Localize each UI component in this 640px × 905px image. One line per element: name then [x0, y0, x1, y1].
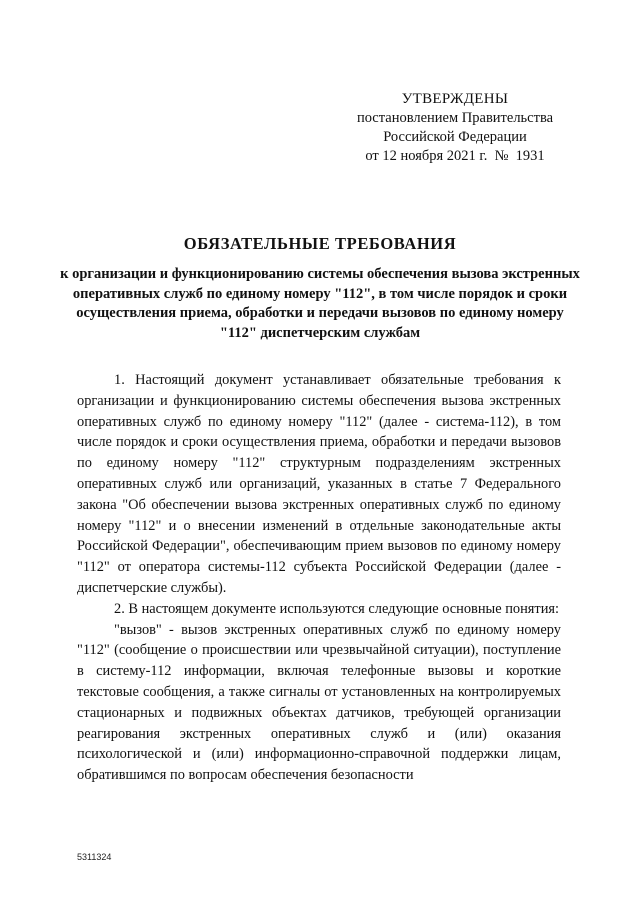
- approval-stamp: [340, 90, 570, 166]
- approval-country: Российской Федерации: [383, 129, 527, 145]
- approval-authority: постановлением Правительства: [356, 110, 554, 126]
- paragraph-2: 2. В настоящем документе используются следующие основные понятия:: [114, 600, 560, 617]
- approval-date-number: от 12 ноября 2021 г. № 1931: [365, 148, 545, 164]
- approval-heading: УТВЕРЖДЕНЫ: [401, 91, 509, 107]
- document-code: 5311324: [77, 852, 112, 862]
- paragraph-1: 1. Настоящий документ устанавливает обязательные требования к организации и функционированию системы обеспечения вызова экстренных оперативных служб по единому номеру "112" (далее - система-112), в том числе порядок и сроки осуществления приема, обработки и передачи вызовов по единому номеру "112" структурным подразделениям экстренных оперативных служб или организаций, указанных в статье 7 Федерального закона "Об обеспечении вызова экстренных оперативных служб по единому номеру "112" и о внесении изменений в отдельные законодательные акты Российской Федерации", обеспечивающим прием вызовов по единому номеру "112" от оператора системы-112 субъекта Российской Федерации (далее - диспетчерские службы).: [77, 372, 561, 596]
- document-title-block: [60, 233, 580, 343]
- document-subtitle: к организации и функционированию системы обеспечения вызова экстренных оперативных служб по единому номеру "112", в том числе порядок и сроки осуществления приема, обработки и передачи вызовов по единому номеру "112" диспетчерским службам: [60, 266, 580, 341]
- document-title: ОБЯЗАТЕЛЬНЫЕ ТРЕБОВАНИЯ: [183, 234, 457, 253]
- paragraph-3: "вызов" - вызов экстренных оперативных служб по единому номеру "112" (сообщение о происшествии или чрезвычайной ситуации), поступление в систему-112 информации, включая телефонные вызовы и короткие текстовые сообщения, а также сигналы от установленных на контролируемых стационарных и подвижных объектах датчиков, требующей организации реагирования экстренных оперативных служб и (или) оказания психологической и (или) информационно-справочной поддержки лицам, обратившимся по вопросам обеспечения безопасности: [77, 621, 561, 784]
- document-body: [77, 370, 561, 786]
